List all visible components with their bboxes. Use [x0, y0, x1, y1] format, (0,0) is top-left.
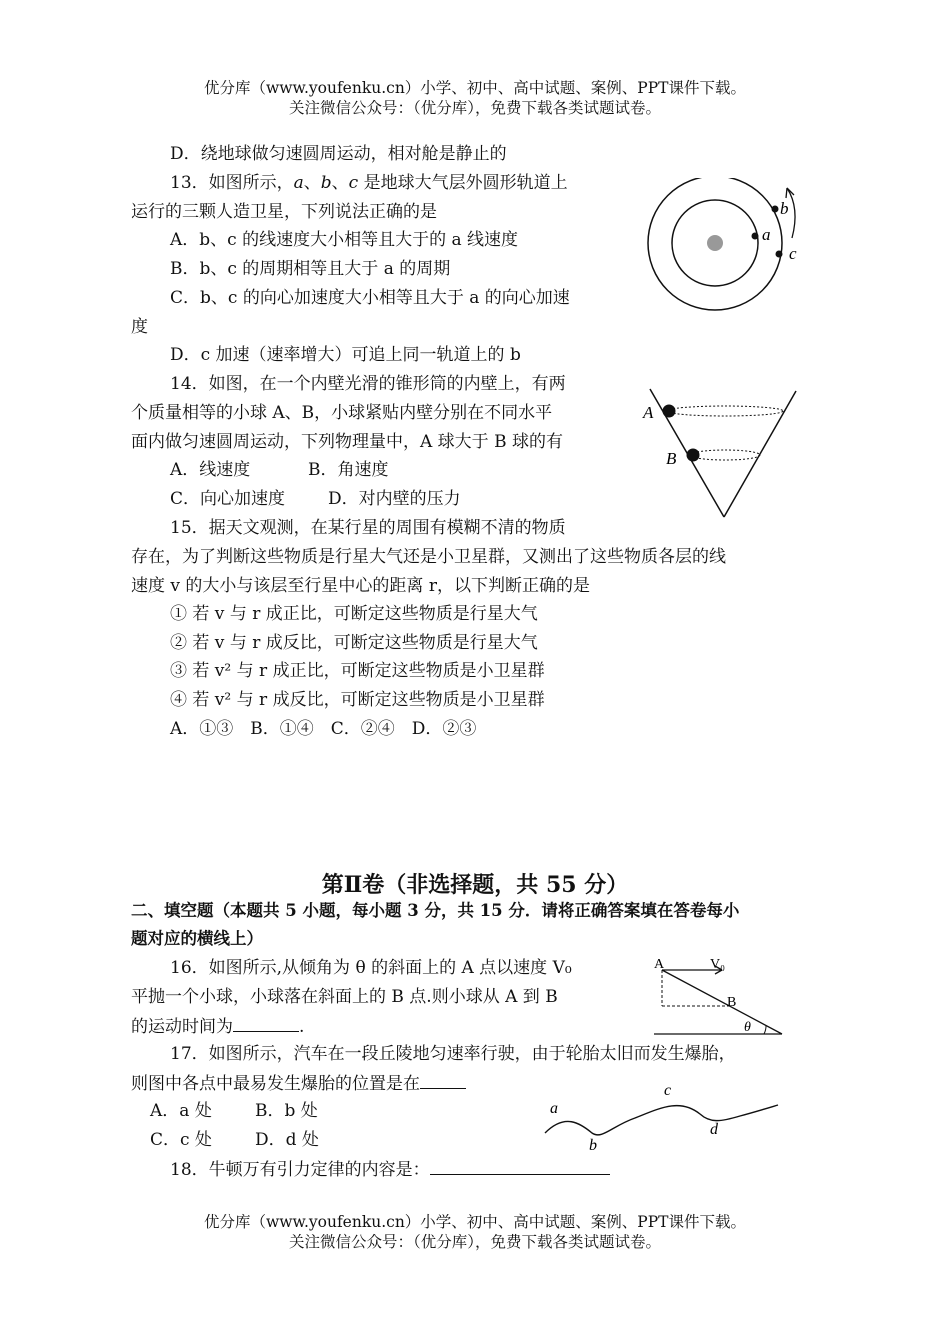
q15-stem-line-3: 速度 v 的大小与该层至行星中心的距离 r，以下判断正确的是 — [131, 576, 590, 596]
label-B: B — [666, 449, 677, 468]
q15-statement-4: ④ 若 v² 与 r 成反比，可断定这些物质是小卫星群 — [170, 690, 545, 710]
q15-statement-3: ③ 若 v² 与 r 成正比，可断定这些物质是小卫星群 — [170, 661, 545, 681]
q13-orbit-figure — [640, 178, 810, 318]
q14-cone-figure — [638, 385, 808, 525]
q14-option-c: C．向心加速度 — [170, 489, 286, 509]
q17-option-c: C．c 处 — [150, 1130, 212, 1150]
label-a: a — [550, 1100, 558, 1117]
earth — [707, 235, 723, 251]
q16-stem-line-3: 的运动时间为 . — [131, 1017, 305, 1037]
footer-line-2: 关注微信公众号：（优分库），免费下载各类试题试卷。 — [288, 1233, 661, 1251]
q13-option-c-line-1: C．b、c 的向心加速度大小相等且大于 a 的向心加速 — [170, 288, 570, 308]
ball-B — [687, 449, 700, 462]
q14-option-b: B．角速度 — [308, 460, 389, 480]
q13-option-b: B．b、c 的周期相等且大于 a 的周期 — [170, 259, 451, 279]
q13-option-c-line-2: 度 — [131, 317, 148, 337]
q15-statement-1: ① 若 v 与 r 成正比，可断定这些物质是行星大气 — [170, 604, 538, 624]
label-V0: V₀ — [710, 957, 725, 972]
q13-stem-line-1: 13．如图所示，a、b、c 是地球大气层外圆形轨道上 — [170, 173, 568, 193]
q13-option-a: A．b、c 的线速度大小相等且大于的 a 线速度 — [170, 230, 519, 250]
q16-stem-line-2: 平抛一个小球，小球落在斜面上的 B 点.则小球从 A 到 B — [131, 987, 558, 1007]
incline-line — [662, 970, 782, 1034]
orbit-A — [667, 406, 783, 416]
q15-stem-line-1: 15．据天文观测，在某行星的周围有模糊不清的物质 — [170, 518, 566, 538]
section-2-heading-line-2: 题对应的横线上） — [131, 929, 263, 948]
q15-statement-2: ② 若 v 与 r 成反比，可断定这些物质是行星大气 — [170, 633, 538, 653]
orbit-B — [690, 450, 760, 460]
cone-right-wall — [724, 391, 796, 517]
q18-answer-blank[interactable] — [430, 1158, 610, 1175]
header-line-2: 关注微信公众号：（优分库），免费下载各类试题试卷。 — [288, 99, 661, 117]
q14-stem-line-3: 面内做匀速圆周运动，下列物理量中，A 球大于 B 球的有 — [131, 432, 563, 452]
q14-stem-line-1: 14．如图，在一个内壁光滑的锥形筒的内壁上，有两 — [170, 374, 566, 394]
satellite-c — [776, 251, 783, 258]
q13-option-d: D．c 加速（速率增大）可追上同一轨道上的 b — [170, 345, 521, 365]
label-c: c — [789, 244, 797, 263]
q17-option-b: B．b 处 — [255, 1101, 318, 1121]
label-b: b — [780, 199, 789, 218]
label-b: b — [589, 1137, 597, 1154]
q17-road-figure — [540, 1078, 785, 1154]
q18-stem: 18．牛顿万有引力定律的内容是： — [170, 1158, 610, 1181]
label-B: B — [727, 995, 737, 1010]
satellite-b — [772, 206, 779, 213]
q17-stem-line-2: 则图中各点中最易发生爆胎的位置是在 — [131, 1072, 466, 1095]
q16-stem-line-1: 16．如图所示,从倾角为 θ 的斜面上的 A 点以速度 V₀ — [170, 958, 572, 978]
q15-options: A．①③ B．①④ C．②④ D．②③ — [170, 719, 477, 739]
section-2-title: 第Ⅱ卷（非选择题，共 55 分） — [321, 872, 629, 898]
ball-A — [663, 405, 676, 418]
q17-option-a: A．a 处 — [150, 1101, 212, 1121]
q15-stem-line-2: 存在，为了判断这些物质是行星大气还是小卫星群，又测出了这些物质各层的线 — [131, 547, 726, 567]
label-c: c — [664, 1082, 672, 1099]
q14-stem-line-2: 个质量相等的小球 A、B，小球紧贴内壁分别在不同水平 — [131, 403, 553, 423]
q14-option-a: A．线速度 — [170, 460, 251, 480]
q17-answer-blank[interactable] — [420, 1072, 466, 1089]
q17-option-d: D．d 处 — [255, 1130, 319, 1150]
q12-option-d: D．绕地球做匀速圆周运动，相对舱是静止的 — [170, 144, 507, 164]
footer-line-1: 优分库（www.youfenku.cn）小学、初中、高中试题、案例、PPT课件下载。 — [203, 1213, 747, 1231]
label-d: d — [710, 1121, 718, 1138]
q14-option-d: D．对内壁的压力 — [328, 489, 461, 509]
theta-arc — [764, 1025, 766, 1034]
header-line-1: 优分库（www.youfenku.cn）小学、初中、高中试题、案例、PPT课件下载。 — [203, 79, 747, 97]
satellite-a — [752, 233, 759, 240]
label-A: A — [643, 403, 654, 422]
q16-answer-blank[interactable] — [233, 1015, 299, 1032]
q16-incline-figure — [650, 954, 790, 1036]
label-theta: θ — [744, 1020, 751, 1035]
section-2-heading-line-1: 二、填空题（本题共 5 小题，每小题 3 分，共 15 分．请将正确答案填在答卷每小 — [131, 901, 740, 920]
q13-stem-line-2: 运行的三颗人造卫星，下列说法正确的是 — [131, 202, 437, 222]
road-curve — [545, 1105, 778, 1135]
label-a: a — [762, 225, 771, 244]
label-A: A — [654, 957, 665, 972]
q17-stem-line-1: 17．如图所示，汽车在一段丘陵地匀速率行驶，由于轮胎太旧而发生爆胎， — [170, 1044, 736, 1064]
